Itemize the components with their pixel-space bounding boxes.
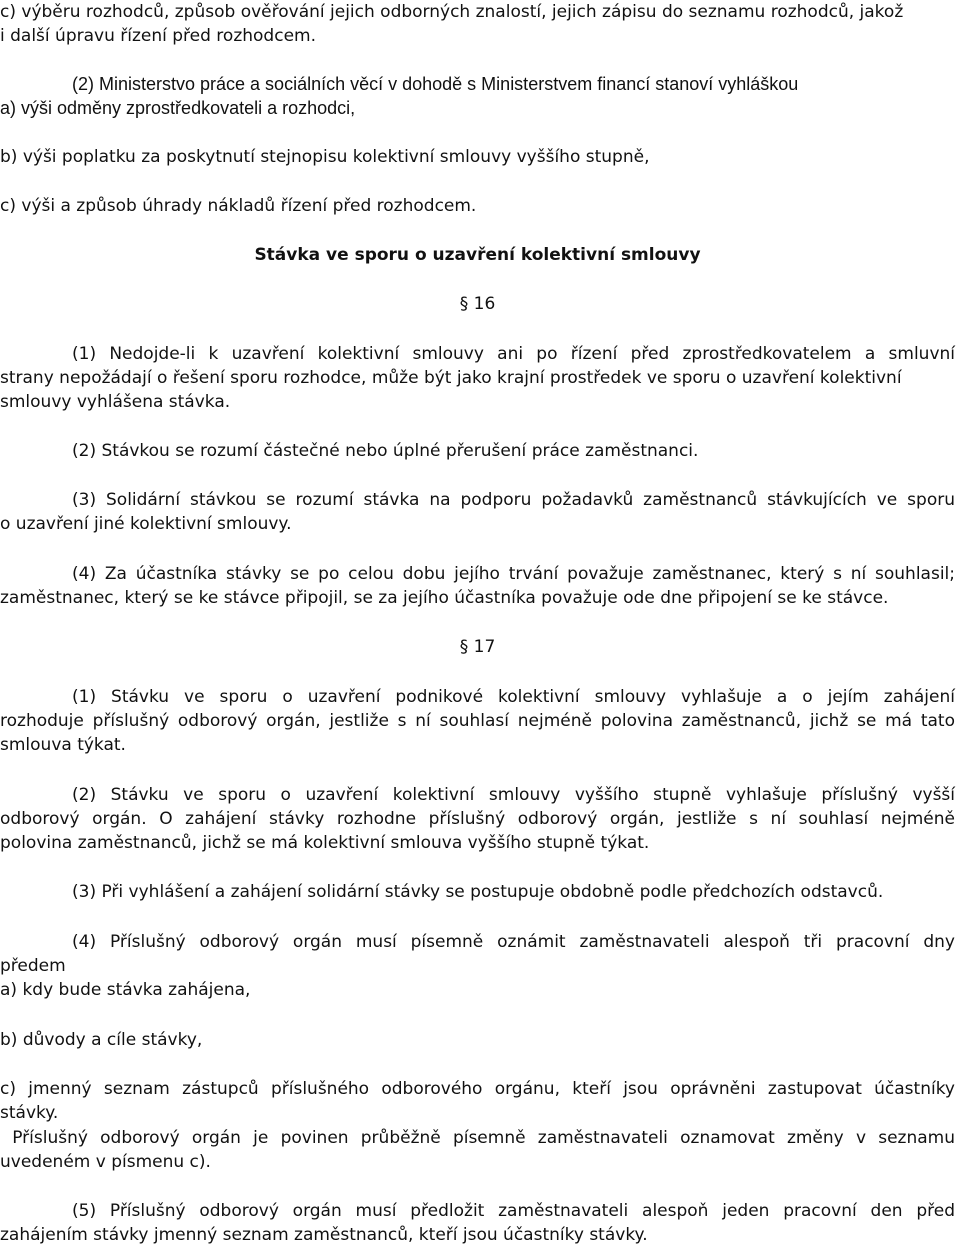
text-line: c) jmenný seznam zástupců příslušného odborového orgánu, kteří jsou oprávněni zastupovat účastníky (0, 1079, 955, 1099)
text-line: smlouva týkat. (0, 735, 126, 755)
text-line: a) výši odměny zprostředkovateli a rozhodci, (0, 98, 356, 118)
paragraph-number: § 17 (459, 637, 496, 657)
text-line: uvedeném v písmenu c). (0, 1152, 211, 1172)
text-line: (2) Stávkou se rozumí částečné nebo úplné přerušení práce zaměstnanci. (72, 441, 699, 461)
text-line: (2) Ministerstvo práce a sociálních věcí v dohodě s Ministerstvem financí stanoví vyhláškou (72, 74, 799, 94)
text-line: (5) Příslušný odborový orgán musí předložit zaměstnavateli alespoň jeden pracovní den před (72, 1201, 955, 1221)
text-line: i další úpravu řízení před rozhodcem. (0, 26, 316, 46)
text-line: odborový orgán. O zahájení stávky rozhodne příslušný odborový orgán, jestliže s ní souhlasí nejméně (0, 809, 955, 829)
text-line: strany nepožádají o řešení sporu rozhodce, může být jako krajní prostředek ve sporu o uzavření kolektivní (0, 368, 902, 388)
paragraph-number: § 16 (459, 294, 496, 314)
text-line: c) výši a způsob úhrady nákladů řízení před rozhodcem. (0, 196, 477, 216)
text-line: zaměstnanec, který se ke stávce připojil, se za jejího účastníka považuje ode dne připojení se ke stávce. (0, 588, 889, 608)
text-line: Příslušný odborový orgán je povinen průběžně písemně zaměstnavateli oznamovat změny v seznamu (0, 1128, 955, 1148)
text-line: b) výši poplatku za poskytnutí stejnopisu kolektivní smlouvy vyššího stupně, (0, 147, 650, 167)
text-line: rozhoduje příslušný odborový orgán, jestliže s ní souhlasí nejméně polovina zaměstnanců, jichž se má tato (0, 711, 955, 731)
text-line: b) důvody a cíle stávky, (0, 1030, 203, 1050)
text-line: (4) Příslušný odborový orgán musí písemně oznámit zaměstnavateli alespoň tři pracovní dny (72, 932, 955, 952)
text-line: c) výběru rozhodců, způsob ověřování jejich odborných znalostí, jejich zápisu do seznamu rozhodců, jakož (0, 2, 904, 22)
text-line: (4) Za účastníka stávky se po celou dobu jejího trvání považuje zaměstnanec, který s ní souhlasil; (72, 564, 955, 584)
text-line: (3) Solidární stávkou se rozumí stávka na podporu požadavků zaměstnanců stávkujících ve sporu (72, 490, 955, 510)
text-line: o uzavření jiné kolektivní smlouvy. (0, 514, 292, 534)
text-line: (1) Nedojde-li k uzavření kolektivní smlouvy ani po řízení před zprostředkovatelem a smluvní (72, 344, 955, 364)
text-line: smlouvy vyhlášena stávka. (0, 392, 231, 412)
text-line: (3) Při vyhlášení a zahájení solidární stávky se postupuje obdobně podle předchozích odstavců. (72, 882, 884, 902)
section-heading: Stávka ve sporu o uzavření kolektivní smlouvy (254, 245, 701, 265)
text-line: (1) Stávku ve sporu o uzavření podnikové kolektivní smlouvy vyhlašuje a o jejím zahájení (72, 687, 955, 707)
text-line: předem (0, 956, 66, 976)
text-line: zahájením stávky jmenný seznam zaměstnanců, kteří jsou účastníky stávky. (0, 1225, 648, 1245)
text-line: a) kdy bude stávka zahájena, (0, 980, 251, 1000)
text-line: (2) Stávku ve sporu o uzavření kolektivní smlouvy vyššího stupně vyhlašuje příslušný vyšší (72, 785, 955, 805)
text-line: polovina zaměstnanců, jichž se má kolektivní smlouva vyššího stupně týkat. (0, 833, 650, 853)
text-line: stávky. (0, 1103, 59, 1123)
